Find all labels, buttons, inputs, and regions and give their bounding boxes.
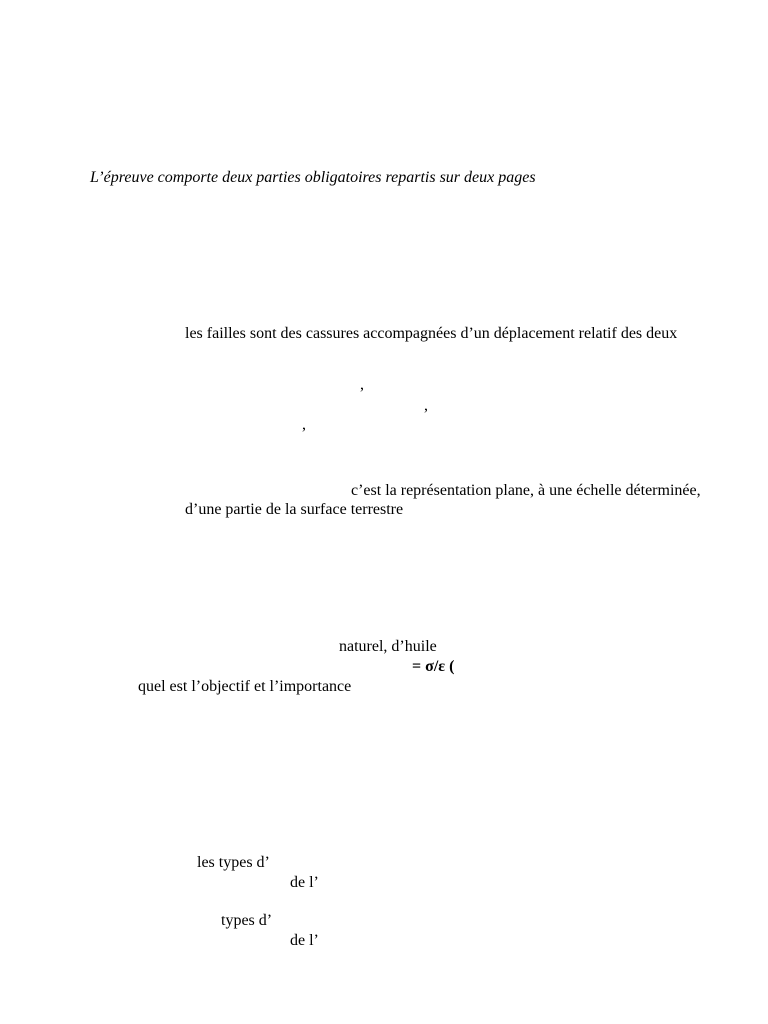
formula-text: = σ/ε ( [412,658,455,675]
map-definition-line-2: d’une partie de la surface terrestre [185,501,404,518]
types-line-4: de l’ [290,932,319,949]
objective-question: quel est l’objectif et l’importance [138,678,352,695]
types-line-3: types d’ [221,912,273,929]
exam-instructions: L’épreuve comporte deux parties obligatoires repartis sur deux pages [90,169,536,186]
hydrocarbon-text: naturel, d’huile [339,638,437,655]
punctuation-comma: , [302,416,306,433]
faults-definition: les failles sont des cassures accompagnées d’un déplacement relatif des deux [185,325,678,342]
types-line-1: les types d’ [197,854,270,871]
types-line-2: de l’ [290,874,319,891]
punctuation-comma: , [360,376,364,393]
map-definition-line-1: c’est la représentation plane, à une échelle déterminée, [351,482,701,499]
punctuation-comma: , [424,397,428,414]
